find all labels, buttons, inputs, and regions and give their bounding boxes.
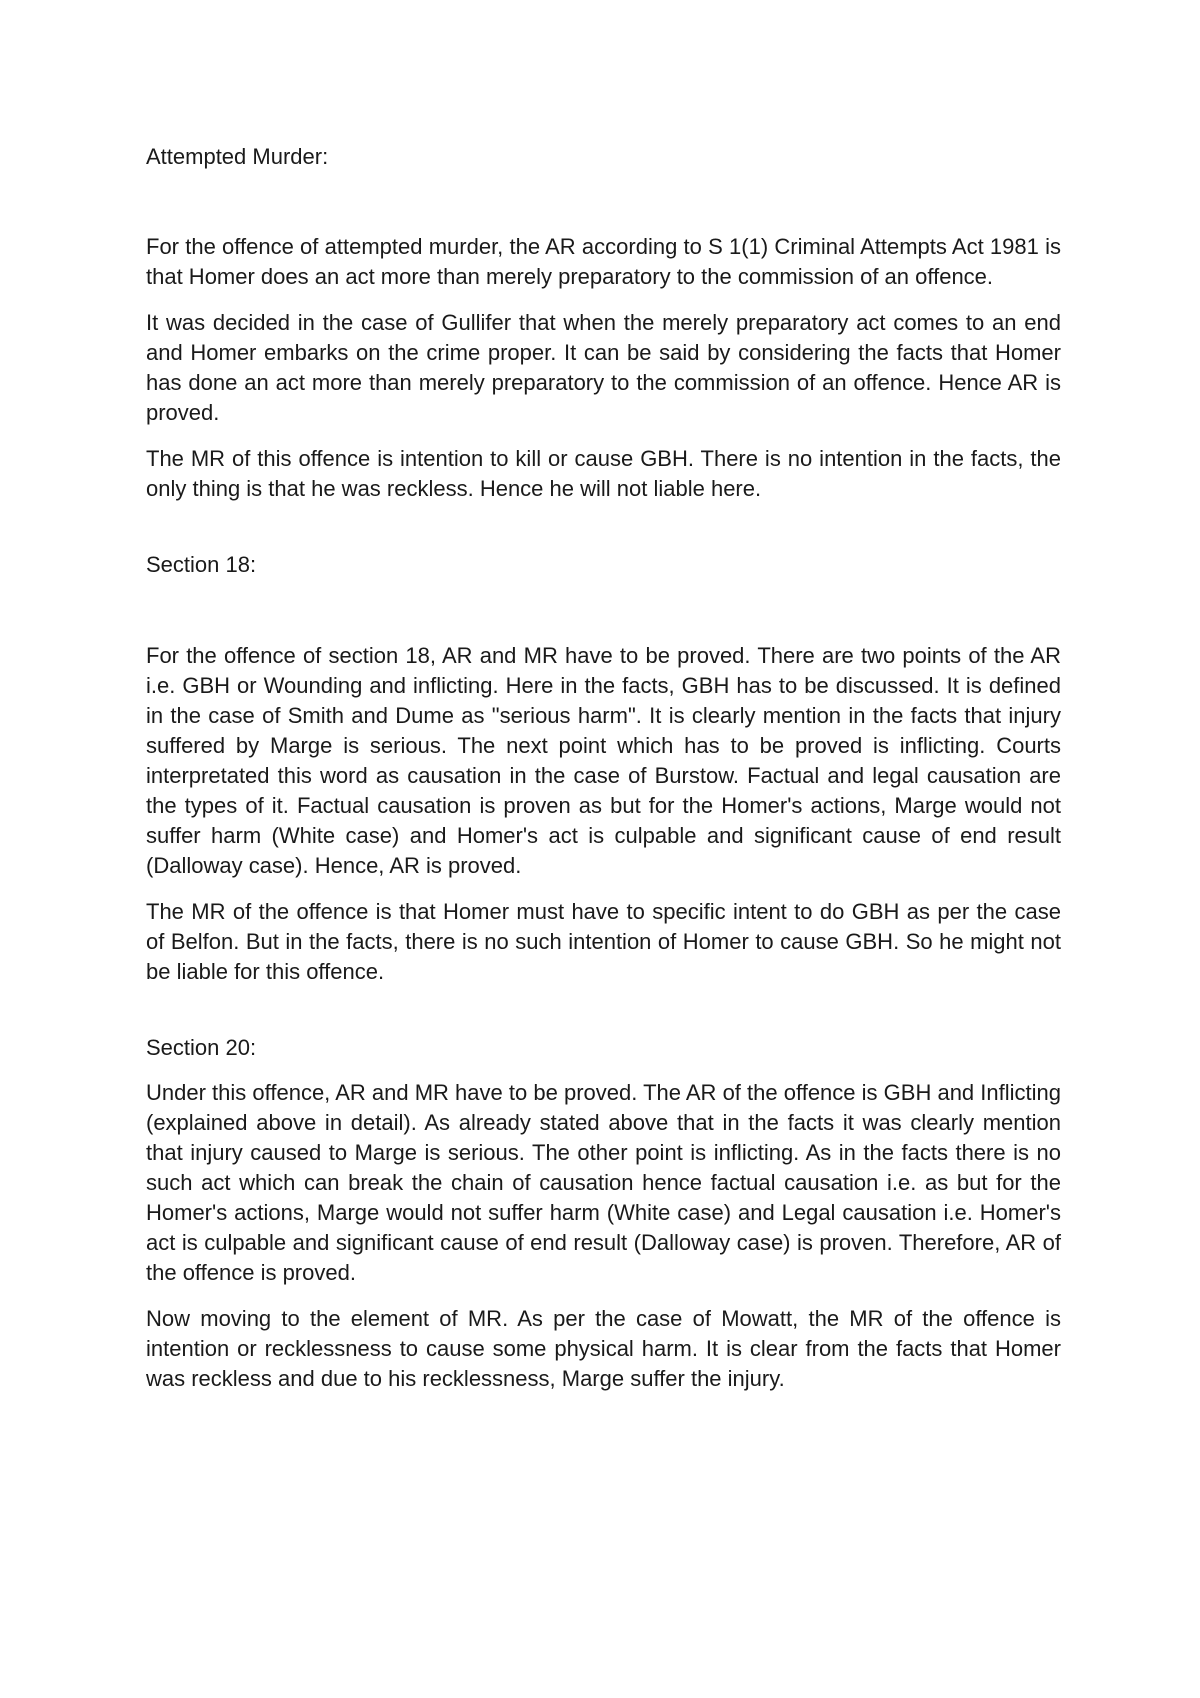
paragraph-attempted-murder-ar: For the offence of attempted murder, the AR according to S 1(1) Criminal Attempts Act 1981 is that Homer does an act more than merely preparatory to the commission of an offence. xyxy=(146,234,1061,289)
heading-section-18: Section 18: xyxy=(146,552,257,577)
heading-attempted-murder: Attempted Murder: xyxy=(146,144,329,169)
paragraph-section-20-ar: Under this offence, AR and MR have to be proved. The AR of the offence is GBH and Inflicting (explained above in detail). As already stated above that in the facts it was clearly mention that injury caused to Marge is serious. The other point is inflicting. As in the facts there is no such act which can break the chain of causation hence factual causation i.e. as but for the Homer's actions, Marge would not suffer harm (White case) and Legal causation i.e. Homer's act is culpable and significant cause of end result (Dalloway case) is proven. Therefore, AR of the offence is proved. xyxy=(146,1080,1061,1285)
paragraph-attempted-murder-mr: The MR of this offence is intention to kill or cause GBH. There is no intention in the facts, the only thing is that he was reckless. Hence he will not liable here. xyxy=(146,446,1061,501)
paragraph-section-18-mr: The MR of the offence is that Homer must have to specific intent to do GBH as per the case of Belfon. But in the facts, there is no such intention of Homer to cause GBH. So he might not be liable for this offence. xyxy=(146,899,1061,984)
paragraph-section-20-mr: Now moving to the element of MR. As per the case of Mowatt, the MR of the offence is intention or recklessness to cause some physical harm. It is clear from the facts that Homer was reckless and due to his recklessness, Marge suffer the injury. xyxy=(146,1306,1061,1391)
paragraph-section-18-ar: For the offence of section 18, AR and MR have to be proved. There are two points of the AR i.e. GBH or Wounding and inflicting. Here in the facts, GBH has to be discussed. It is defined in the case of Smith and Dume as "serious harm". It is clearly mention in the facts that injury suffered by Marge is serious. The next point which has to be proved is inflicting. Courts interpretated this word as causation in the case of Burstow. Factual and legal causation are the types of it. Factual causation is proven as but for the Homer's actions, Marge would not suffer harm (White case) and Homer's act is culpable and significant cause of end result (Dalloway case). Hence, AR is proved. xyxy=(146,643,1061,878)
paragraph-attempted-murder-gullifer: It was decided in the case of Gullifer that when the merely preparatory act comes to an end and Homer embarks on the crime proper. It can be said by considering the facts that Homer has done an act more than merely preparatory to the commission of an offence. Hence AR is proved. xyxy=(146,310,1061,425)
heading-section-20: Section 20: xyxy=(146,1035,257,1060)
document-page xyxy=(146,142,1061,1394)
